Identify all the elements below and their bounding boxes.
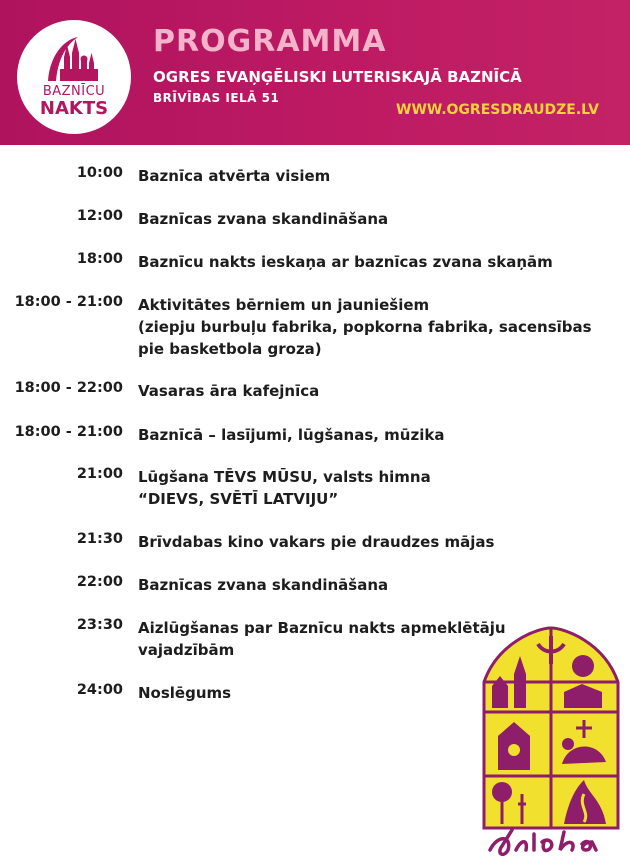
description-line: Aktivitātes bērniem un jauniešiem xyxy=(138,296,430,314)
schedule-time: 24:00 xyxy=(76,682,123,698)
schedule-description xyxy=(138,380,608,402)
schedule-description xyxy=(138,424,608,446)
schedule-time: 22:00 xyxy=(76,574,123,590)
schedule-description xyxy=(138,208,608,230)
description-line: Baznīcas zvana skandināšana xyxy=(138,576,389,594)
schedule-time: 21:30 xyxy=(76,531,123,547)
website-link[interactable]: WWW.OGRESDRAUDZE.LV xyxy=(396,102,599,118)
description-line: Brīvdabas kino vakars pie draudzes mājas xyxy=(138,533,495,551)
schedule-time: 18:00 xyxy=(76,251,123,267)
stained-glass-illustration xyxy=(478,624,624,858)
schedule-time: 18:00 - 21:00 xyxy=(14,294,123,310)
description-line: pie basketbola groza) xyxy=(138,340,322,358)
description-line: Lūgšana TĒVS MŪSU, valsts himna xyxy=(138,468,431,486)
description-line: Baznīcā – lasījumi, lūgšanas, mūzika xyxy=(138,426,445,444)
header-banner xyxy=(0,0,630,145)
schedule-description xyxy=(138,165,608,187)
page-title: PROGRAMMA xyxy=(153,24,387,59)
description-line: Aizlūgšanas par Baznīcu nakts apmeklētāju xyxy=(138,619,506,637)
description-line: Baznīcu nakts ieskaņa ar baznīcas zvana skaņām xyxy=(138,253,553,271)
description-line: Vasaras āra kafejnīca xyxy=(138,382,320,400)
schedule-time: 18:00 - 22:00 xyxy=(14,380,123,396)
logo-text-bottom: NAKTS xyxy=(39,98,109,119)
schedule-time: 21:00 xyxy=(76,466,123,482)
church-address: BRĪVĪBAS IELĀ 51 xyxy=(153,91,280,105)
schedule-time: 10:00 xyxy=(76,165,123,181)
church-name: OGRES EVAŅĢĒLISKI LUTERISKAJĀ BAZNĪCĀ xyxy=(153,68,522,86)
schedule-description xyxy=(138,251,608,273)
stained-glass-artwork xyxy=(478,624,624,858)
schedule-time: 12:00 xyxy=(76,208,123,224)
description-line: Noslēgums xyxy=(138,684,232,702)
schedule-description xyxy=(138,531,608,553)
description-line: Baznīcas zvana skandināšana xyxy=(138,210,389,228)
logo-text-top: BAZNĪCU xyxy=(42,84,106,99)
description-line: Baznīca atvērta visiem xyxy=(138,167,331,185)
schedule-time: 18:00 - 21:00 xyxy=(14,424,123,440)
description-line: vajadzībām xyxy=(138,641,235,659)
church-skyline-icon xyxy=(44,33,104,83)
schedule-description xyxy=(138,574,608,596)
schedule-time: 23:30 xyxy=(76,617,123,633)
schedule-description xyxy=(138,466,608,510)
description-line: (ziepju burbuļu fabrika, popkorna fabrika, sacensības xyxy=(138,318,592,336)
description-line: “DIEVS, SVĒTĪ LATVIJU” xyxy=(138,490,339,508)
bazn-nakts-logo xyxy=(17,20,131,134)
schedule-description xyxy=(138,294,608,360)
